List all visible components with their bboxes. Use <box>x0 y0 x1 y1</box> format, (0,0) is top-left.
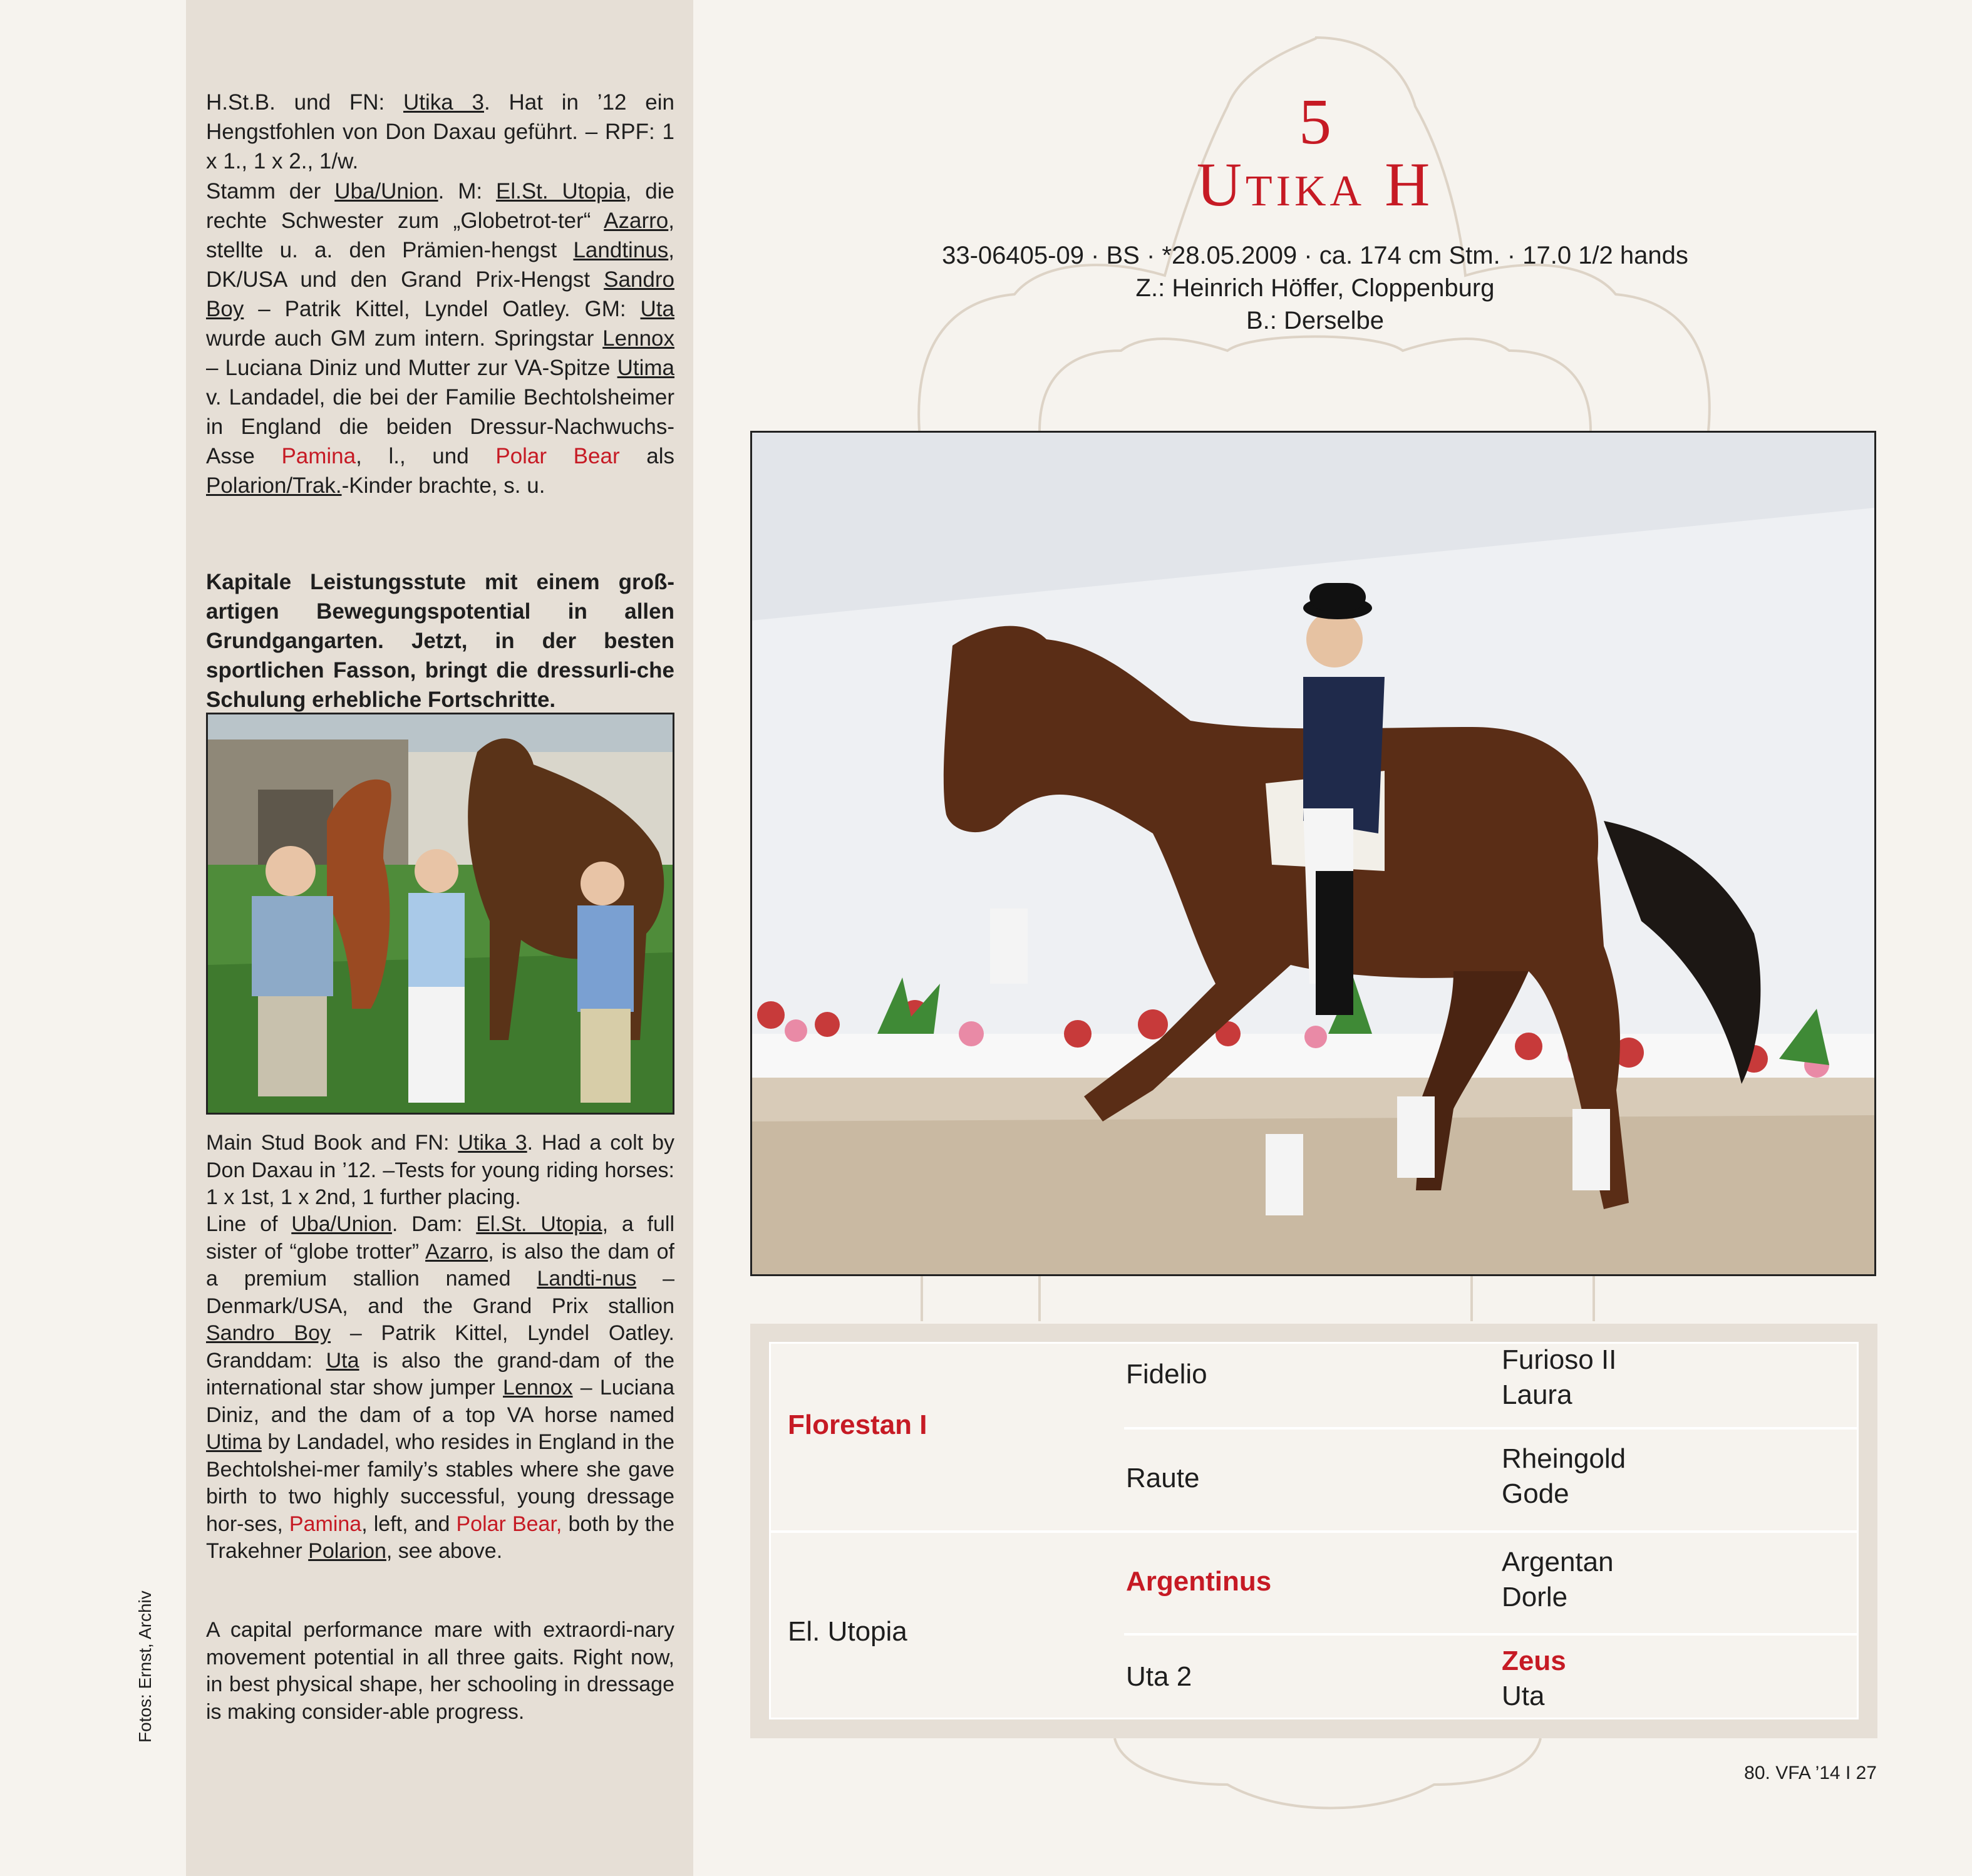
german-paragraph-2: Stamm der Uba/Union. M: El.St. Utopia, die rechte Schwester zum „Globetrot-ter“ Azarro, stellte u. a. den Prämien-hengst Landtinus, DK/USA und den Grand Prix-Hengst Sandro Boy – Patrik Kittel, Lyndel Oatley. GM: Uta wurde auch GM zum intern. Springstar Lennox – Luciana Diniz und Mutter zur VA-Spitze Utima v. Landadel, die bei der Familie Bechtolsheimer in England die beiden Dressur-Nachwuchs-Asse Pamina, l., und Polar Bear als Polarion/Trak.-Kinder brachte, s. u. <box>206 179 674 498</box>
pedigree-dam-sire: Argentinus <box>1126 1566 1272 1597</box>
breeder-line: Z.: Heinrich Höffer, Cloppenburg <box>1135 274 1495 302</box>
german-paragraph-1: H.St.B. und FN: Utika 3. Hat in ’12 ein Hengstfohlen von Don Daxau geführt. – RPF: 1 x 1., 1 x 2., 1/w. <box>206 90 674 173</box>
page-folio: 80. VFA ’14 I 27 <box>1744 1763 1877 1783</box>
english-paragraph-2: Line of Uba/Union. Dam: El.St. Utopia, a full sister of “globe trotter” Azarro, is also the dam of a premium stallion named Landti-nus – Denmark/USA, and the Grand Prix stallion Sandro Boy – Patrik Kittel, Lyndel Oatley. Granddam: Uta is also the grand-dam of the international star show jumper Lennox – Luciana Diniz, and the dam of a top VA horse named Utima by Landadel, who resides in England in the Bechtolshei-mer family’s stables where she gave birth to two highly successful, young dressage hor-ses, Pamina, left, and Polar Bear, both by the Trakehner Polarion, see above. <box>206 1212 675 1563</box>
pedigree-dam-sire-dam: Dorle <box>1502 1582 1568 1612</box>
pedigree-dam-sire-sire: Argentan <box>1502 1547 1614 1577</box>
photo-credit: Fotos: Ernst, Archiv <box>135 1590 155 1743</box>
lot-number: 5 <box>1299 86 1331 158</box>
pedigree-sire-sire-sire: Furioso II <box>1502 1344 1617 1375</box>
pedigree-sire-sire: Fidelio <box>1126 1359 1207 1389</box>
pedigree-divider-sire <box>1124 1427 1857 1430</box>
pedigree-sire-dam-dam: Gode <box>1502 1478 1569 1509</box>
photo-mares-with-people <box>206 713 674 1115</box>
pedigree-dam-dam: Uta 2 <box>1126 1661 1192 1692</box>
pedigree-sire-dam-sire: Rheingold <box>1502 1443 1626 1474</box>
pedigree-dam-dam-sire: Zeus <box>1502 1646 1566 1676</box>
german-paragraph-3: Kapitale Leistungsstute mit einem groß-artigen Bewegungspotential in allen Grundgangarten. Jetzt, in der besten sportlichen Fasson, bringt die dressurli-che Schulung erhebliche Fortschritte. <box>206 570 674 712</box>
english-paragraph-3: A capital performance mare with extraordi-nary movement potential in all three gaits. Right now, in best physical shape, her schooling in dressage is making consider-able progress. <box>206 1618 674 1724</box>
pedigree-sire-dam: Raute <box>1126 1463 1200 1493</box>
pedigree-sire-sire-dam: Laura <box>1502 1379 1572 1410</box>
pedigree-dam-dam-dam: Uta <box>1502 1681 1545 1711</box>
pedigree-divider-main <box>771 1530 1857 1533</box>
pedigree-sire: Florestan I <box>788 1410 927 1440</box>
photo-dressage-horse-with-rider <box>750 431 1876 1276</box>
horse-name: Utika H <box>1196 150 1434 219</box>
pedigree-divider-dam <box>1124 1633 1857 1636</box>
english-paragraph-1: Main Stud Book and FN: Utika 3. Had a colt by Don Daxau in ’12. –Tests for young riding horses: 1 x 1st, 1 x 2nd, 1 further placing. <box>206 1131 674 1209</box>
pedigree-dam: El. Utopia <box>788 1616 907 1647</box>
owner-line: B.: Derselbe <box>1246 307 1385 334</box>
registration-line: 33-06405-09 · BS · *28.05.2009 · ca. 174 cm Stm. · 17.0 1/2 hands <box>942 242 1688 269</box>
